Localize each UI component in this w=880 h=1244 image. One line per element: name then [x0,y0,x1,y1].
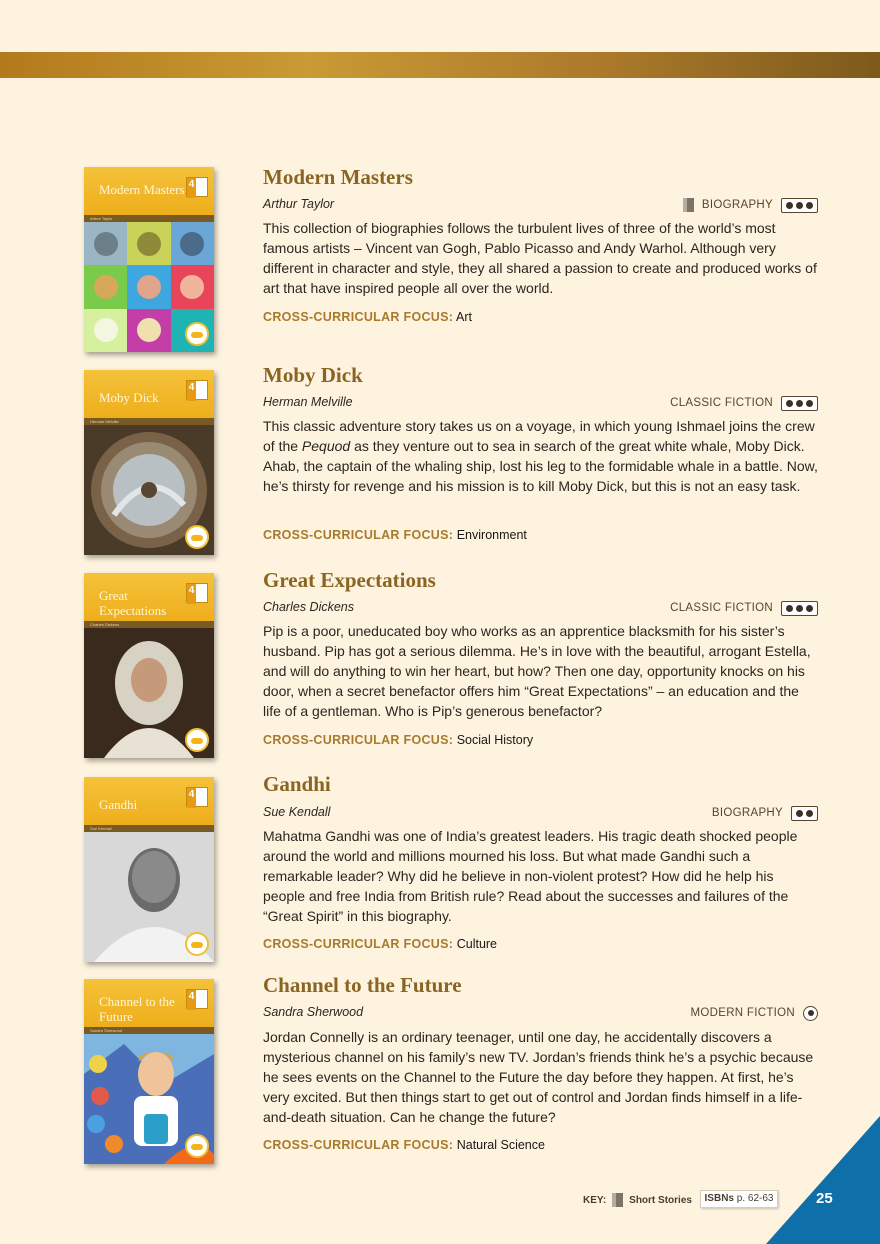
book-title: Great Expectations [263,568,436,592]
genre-row [712,805,818,821]
difficulty-two-dots-icon [791,806,818,821]
book-description: Pip is a poor, uneducated boy who works as an apprentice blacksmith for his sister’s husband. Pip has got a serious dilemma. He’s in love with the beautiful, arrogant Estella, and will do anything to win her heart, but how? Then one day, opportunity knocks on his door, when a secret benefactor offers him “Great Expectations” – an education and the life of a gentleman. Who is Pip’s generous benefactor? [263,623,811,719]
key-label: KEY: [583,1194,607,1206]
series-badge-icon [185,322,209,346]
cover-author: Arthur Taylor [84,215,214,222]
book-description: This collection of biographies follows the turbulent lives of three of the world’s most famous artists – Vincent van Gogh, Pablo Picasso and Andy Warhol. Although very different in character and style, they all shared a passion to create and produced works of art that have inspired people all over the world. [263,220,817,296]
isbn-label: ISBNs [704,1193,734,1204]
level-badge: 4 [186,177,208,197]
genre-row [670,600,818,616]
genre-label: BIOGRAPHY [701,199,773,211]
series-badge-icon [185,525,209,549]
focus-value: Natural Science [456,1138,545,1152]
book-author: Sandra Sherwood [263,1005,364,1019]
cross-curricular-focus [263,528,527,542]
header-band [0,52,880,78]
cover-title: Moby Dick [99,390,159,405]
book-cover-gandhi [84,777,214,962]
cross-curricular-focus [263,733,533,747]
cover-author: Sue Kendall [84,825,214,832]
book-cover-great-expectations [84,573,214,758]
book-author: Arthur Taylor [263,197,335,211]
level-badge: 4 [186,787,208,807]
focus-value: Art [456,310,473,324]
level-badge: 4 [186,989,208,1009]
cover-title: Great Expectations [99,588,167,618]
focus-value: Environment [456,528,527,542]
cross-curricular-focus [263,937,497,951]
genre-row [670,395,818,411]
book-description: Mahatma Gandhi was one of India’s greatest leaders. His tragic death shocked people around the world and millions mourned his loss. But what made Gandhi such a remarkable leader? Why did he believe in non-violent protest? How did he help his people and free India from British rule? Read about the successes and failures of the “Great Spirit” in this biography. [263,828,798,924]
focus-label: CROSS-CURRICULAR FOCUS: [263,1138,454,1152]
footer-key [583,1192,692,1208]
focus-label: CROSS-CURRICULAR FOCUS: [263,528,454,542]
genre-label: BIOGRAPHY [711,807,783,819]
level-badge: 4 [186,583,208,603]
focus-label: CROSS-CURRICULAR FOCUS: [263,937,454,951]
book-author: Sue Kendall [263,805,331,819]
focus-label: CROSS-CURRICULAR FOCUS: [263,310,454,324]
focus-label: CROSS-CURRICULAR FOCUS: [263,733,454,747]
book-cover-moby-dick [84,370,214,555]
page-number: 25 [816,1190,833,1207]
cross-curricular-focus [263,310,472,324]
book-description: This classic adventure story takes us on a voyage, in which young Ishmael joins the crew of the Pequod as they venture out to sea in search of the great white whale, Moby Dick. Ahab, the captain of the whaling ship, lost his leg to the formidable whale in a battle. Now, he’s thirsty for revenge and his mission is to kill Moby Dick, but this is not an easy task. [263,418,818,494]
book-title: Channel to the Future [263,973,462,997]
cover-author: Charles Dickens [84,621,214,628]
genre-row [691,1005,819,1021]
focus-value: Social History [456,733,534,747]
series-badge-icon [185,932,209,956]
focus-value: Culture [456,937,498,951]
short-stories-book-icon [683,198,694,212]
difficulty-three-dots-icon [781,396,818,411]
book-author: Herman Melville [263,395,353,409]
difficulty-three-dots-icon [781,601,818,616]
book-cover-channel-to-the-future [84,979,214,1164]
cover-title: Channel to the Future [99,994,175,1024]
cover-title: Gandhi [99,797,138,812]
book-title: Moby Dick [263,363,363,387]
cover-title: Modern Masters [99,182,185,197]
cover-author: Herman Melville [84,418,214,425]
difficulty-one-dot-icon [803,1006,818,1021]
series-badge-icon [185,1134,209,1158]
series-badge-icon [185,728,209,752]
book-title: Gandhi [263,772,331,796]
cross-curricular-focus [263,1138,545,1152]
short-stories-book-icon [612,1193,623,1207]
difficulty-three-dots-icon [781,198,818,213]
cover-author: Sandra Sherwood [84,1027,214,1034]
isbn-pages: p. 62-63 [736,1193,774,1204]
genre-label: MODERN FICTION [690,1007,795,1019]
level-badge: 4 [186,380,208,400]
genre-label: CLASSIC FICTION [670,397,773,409]
book-description: Jordan Connelly is an ordinary teenager, until one day, he accidentally discovers a mysterious channel on his family’s new TV. Jordan’s friends think he’s a psychic because he sees events on the Channel to the Future the day before they happen. At first, he’s very excited. But then things start to get out of control and Jordan finds himself in a life-and-death situation. Can he change the future? [263,1029,814,1125]
corner-triangle [766,1116,880,1244]
key-text: Short Stories [629,1194,692,1206]
book-title: Modern Masters [263,165,413,189]
book-cover-modern-masters [84,167,214,352]
book-author: Charles Dickens [263,600,355,614]
genre-row [683,197,818,213]
genre-label: CLASSIC FICTION [670,602,773,614]
